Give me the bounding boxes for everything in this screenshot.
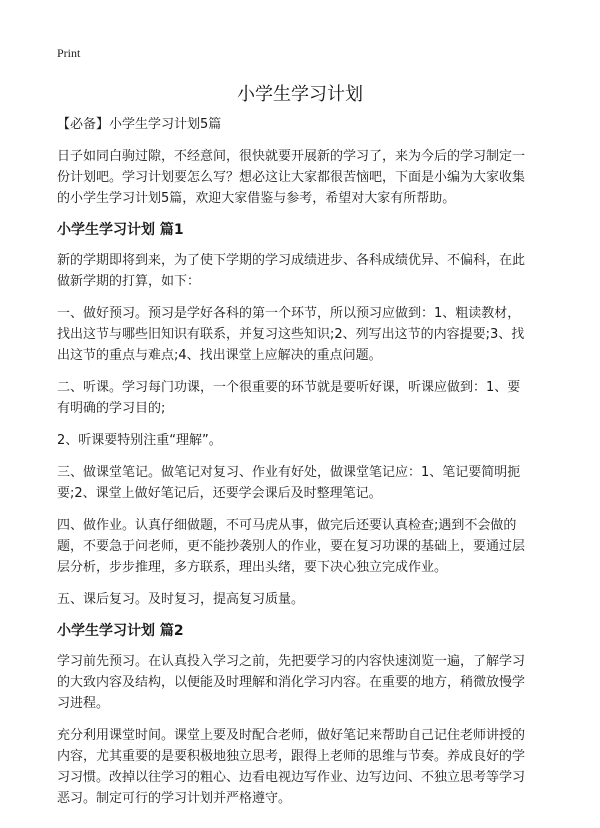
section1-paragraph: 五、课后复习。及时复习，提高复习质量。	[57, 592, 305, 607]
document-body	[57, 114, 545, 820]
print-label: Print	[57, 46, 81, 60]
section1-paragraph: 四、做作业。认真仔细做题，不可马虎从事，做完后还要认真检查;遇到不会做的 题，不要急于问老师，更不能抄袭别人的作业，要在复习功课的基础上，要通过层 层分析，步步推理，多方联系，理出头绪，要下决心独立完成作业。	[57, 518, 526, 575]
intro-paragraph: 日子如同白驹过隙，不经意间，很快就要开展新的学习了，来为今后的学习制定一 份计划吧。学习计划要怎么写？想必这让大家都很苦恼吧，下面是小编为大家收集 的小学生学习计划5篇，欢迎大家借鉴与参考，希望对大家有所帮助。	[57, 149, 526, 206]
section1-paragraph: 新的学期即将到来，为了使下学期的学习成绩进步、各科成绩优异、不偏科，在此 做新学期的打算，如下：	[57, 253, 526, 289]
page-title: 小学生学习计划	[237, 84, 363, 105]
section-heading-2: 小学生学习计划 篇2	[57, 623, 184, 639]
section1-paragraph: 一、做好预习。预习是学好各科的第一个环节，所以预习应做到：1、粗读教材， 找出这节与哪些旧知识有联系，并复习这些知识;2、列写出这节的内容提要;3、找 出这节的重点与难点;4、找出课堂上应解决的重点问题。	[57, 306, 525, 363]
section1-paragraph: 三、做课堂笔记。做笔记对复习、作业有好处，做课堂笔记应：1、笔记要简明扼 要;2、课堂上做好笔记后，还要学会课后及时整理笔记。	[57, 465, 521, 501]
section1-paragraph: 2、听课要特别注重“理解”。	[57, 433, 222, 448]
section2-paragraph: 学习前先预习。在认真投入学习之前，先把要学习的内容快速浏览一遍，了解学习 的大致内容及结构，以便能及时理解和消化学习内容。在重要的地方，稍微放慢学 习进程。	[57, 654, 526, 711]
intro-subtitle: 【必备】小学生学习计划5篇	[57, 117, 222, 132]
section2-paragraph: 充分利用课堂时间。课堂上要及时配合老师，做好笔记来帮助自己记住老师讲授的 内容，尤其重要的是要积极地独立思考，跟得上老师的思维与节奏。养成良好的学 习习惯。改掉以往学习的粗心、边看电视边写作业、边写边问、不独立思考等学习 恶习。制定可行的学习计划并严格遵守。	[57, 728, 526, 806]
section1-paragraph: 二、听课。学习每门功课，一个很重要的环节就是要听好课，听课应做到：1、要 有明确的学习目的;	[57, 380, 521, 416]
section-heading-1: 小学生学习计划 篇1	[57, 222, 184, 238]
